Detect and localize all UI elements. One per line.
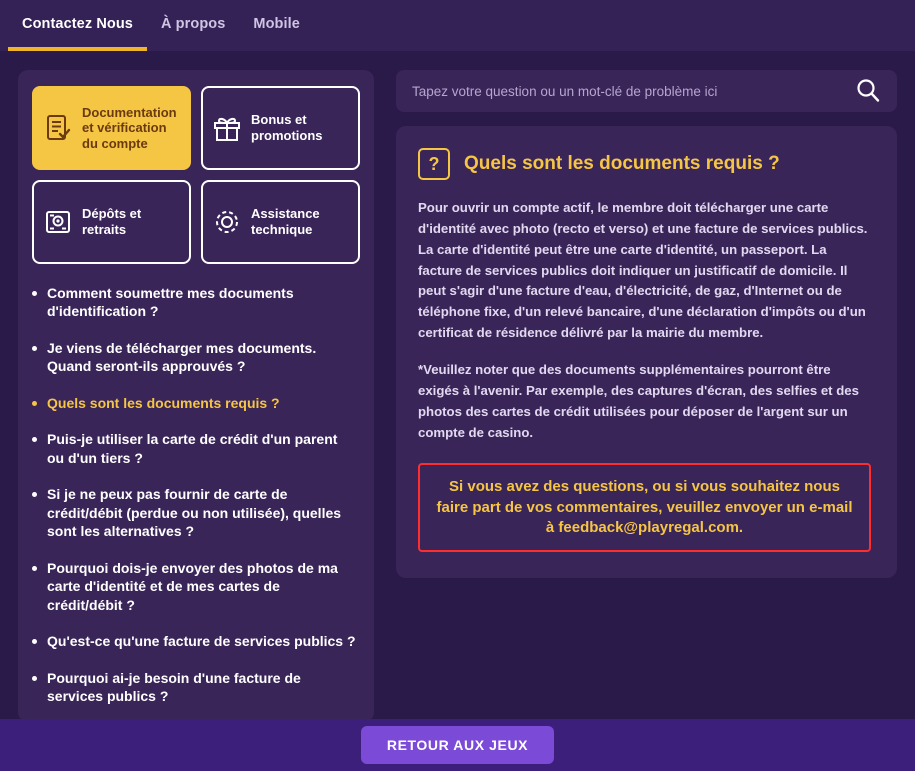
category-documentation[interactable]	[32, 86, 191, 170]
category-label: Documentation et vérification du compte	[82, 104, 177, 151]
nav-item-label: À propos	[160, 15, 226, 32]
list-item[interactable]	[32, 284, 356, 321]
category-deposits[interactable]	[32, 180, 191, 264]
bullet-icon	[32, 566, 37, 571]
list-item[interactable]	[32, 430, 356, 467]
category-label: Dépôts et retraits	[82, 206, 142, 237]
search-button[interactable]	[853, 76, 883, 106]
nav-item-about[interactable]	[147, 0, 239, 51]
question-label: Puis-je utiliser la carte de crédit d'un parent ou d'un tiers ?	[47, 431, 338, 466]
gear-icon	[212, 207, 242, 237]
nav-item-label: Contactez Nous	[22, 15, 133, 32]
category-label: Assistance technique	[251, 206, 320, 237]
bullet-icon	[32, 676, 37, 681]
list-item[interactable]	[32, 485, 356, 540]
nav-item-label: Mobile	[253, 15, 300, 32]
answer-paragraph-2: *Veuillez noter que des documents supplémentaires pourront être exigés à l'avenir. Par exemple, des captures d'écran, des selfies et des photos des cartes de crédit utilisées pour déposer de l'argent sur un compte de casino.	[418, 362, 859, 440]
list-item[interactable]	[32, 339, 356, 376]
back-to-games-button[interactable]: RETOUR AUX JEUX	[361, 726, 554, 764]
search-bar	[396, 70, 897, 112]
bullet-icon	[32, 639, 37, 644]
cash-register-icon	[43, 207, 73, 237]
question-label: Qu'est-ce qu'une facture de services publics ?	[47, 633, 356, 650]
question-list	[32, 284, 360, 742]
nav-item-mobile[interactable]	[239, 0, 314, 51]
bullet-icon	[32, 346, 37, 351]
search-icon	[855, 77, 881, 106]
bullet-icon	[32, 291, 37, 296]
category-label: Bonus et promotions	[251, 112, 323, 143]
gift-icon	[212, 113, 242, 143]
question-label: Je viens de télécharger mes documents. Quand seront-ils approuvés ?	[47, 339, 317, 375]
search-input[interactable]	[410, 83, 853, 100]
bullet-icon	[32, 401, 37, 406]
nav-item-contact[interactable]	[8, 0, 147, 51]
question-label: Comment soumettre mes documents d'identification ?	[47, 285, 294, 320]
question-label: Si je ne peux pas fournir de carte de crédit/débit (perdue ou non utilisée), quelles sont les alternatives ?	[47, 486, 342, 540]
list-item[interactable]	[32, 559, 356, 614]
list-item[interactable]	[32, 632, 356, 650]
question-label: Pourquoi ai-je besoin d'une facture de services publics ?	[47, 669, 301, 705]
faq-content	[396, 70, 897, 771]
answer-card	[396, 126, 897, 578]
category-technical-support[interactable]	[201, 180, 360, 264]
category-grid	[32, 86, 360, 264]
answer-paragraph-1: Pour ouvrir un compte actif, le membre doit télécharger une carte d'identité avec photo (recto et verso) et une facture de services publics. La carte d'identité peut être une carte d'identité, un passeport. La facture de services publics doit indiquer un justificatif de domicile. Il peut s'agir d'une facture d'eau, d'électricité, de gaz, d'Internet ou de téléphone fixe, d'un relevé bancaire, d'une déclaration d'impôts ou d'un certificat de résidence délivré par la mairie du membre.	[418, 200, 868, 341]
list-item[interactable]	[32, 669, 356, 706]
question-mark-icon: ?	[418, 148, 450, 180]
question-label: Quels sont les documents requis ?	[47, 394, 280, 411]
top-navigation	[0, 0, 915, 52]
bullet-icon	[32, 492, 37, 497]
category-bonuses[interactable]	[201, 86, 360, 170]
feedback-notice: Si vous avez des questions, ou si vous souhaitez nous faire part de vos commentaires, veuillez envoyer un e-mail à feedback@playregal.com.	[418, 463, 871, 552]
question-label: Pourquoi dois-je envoyer des photos de ma carte d'identité et de mes cartes de crédit/débit ?	[47, 559, 338, 613]
bullet-icon	[32, 437, 37, 442]
answer-header	[418, 148, 871, 180]
list-item-selected[interactable]	[32, 394, 356, 412]
document-check-icon	[43, 113, 73, 143]
faq-sidebar	[18, 70, 374, 722]
page-body	[0, 52, 915, 771]
bottom-bar	[0, 719, 915, 771]
page-title: Quels sont les documents requis ?	[464, 152, 780, 174]
